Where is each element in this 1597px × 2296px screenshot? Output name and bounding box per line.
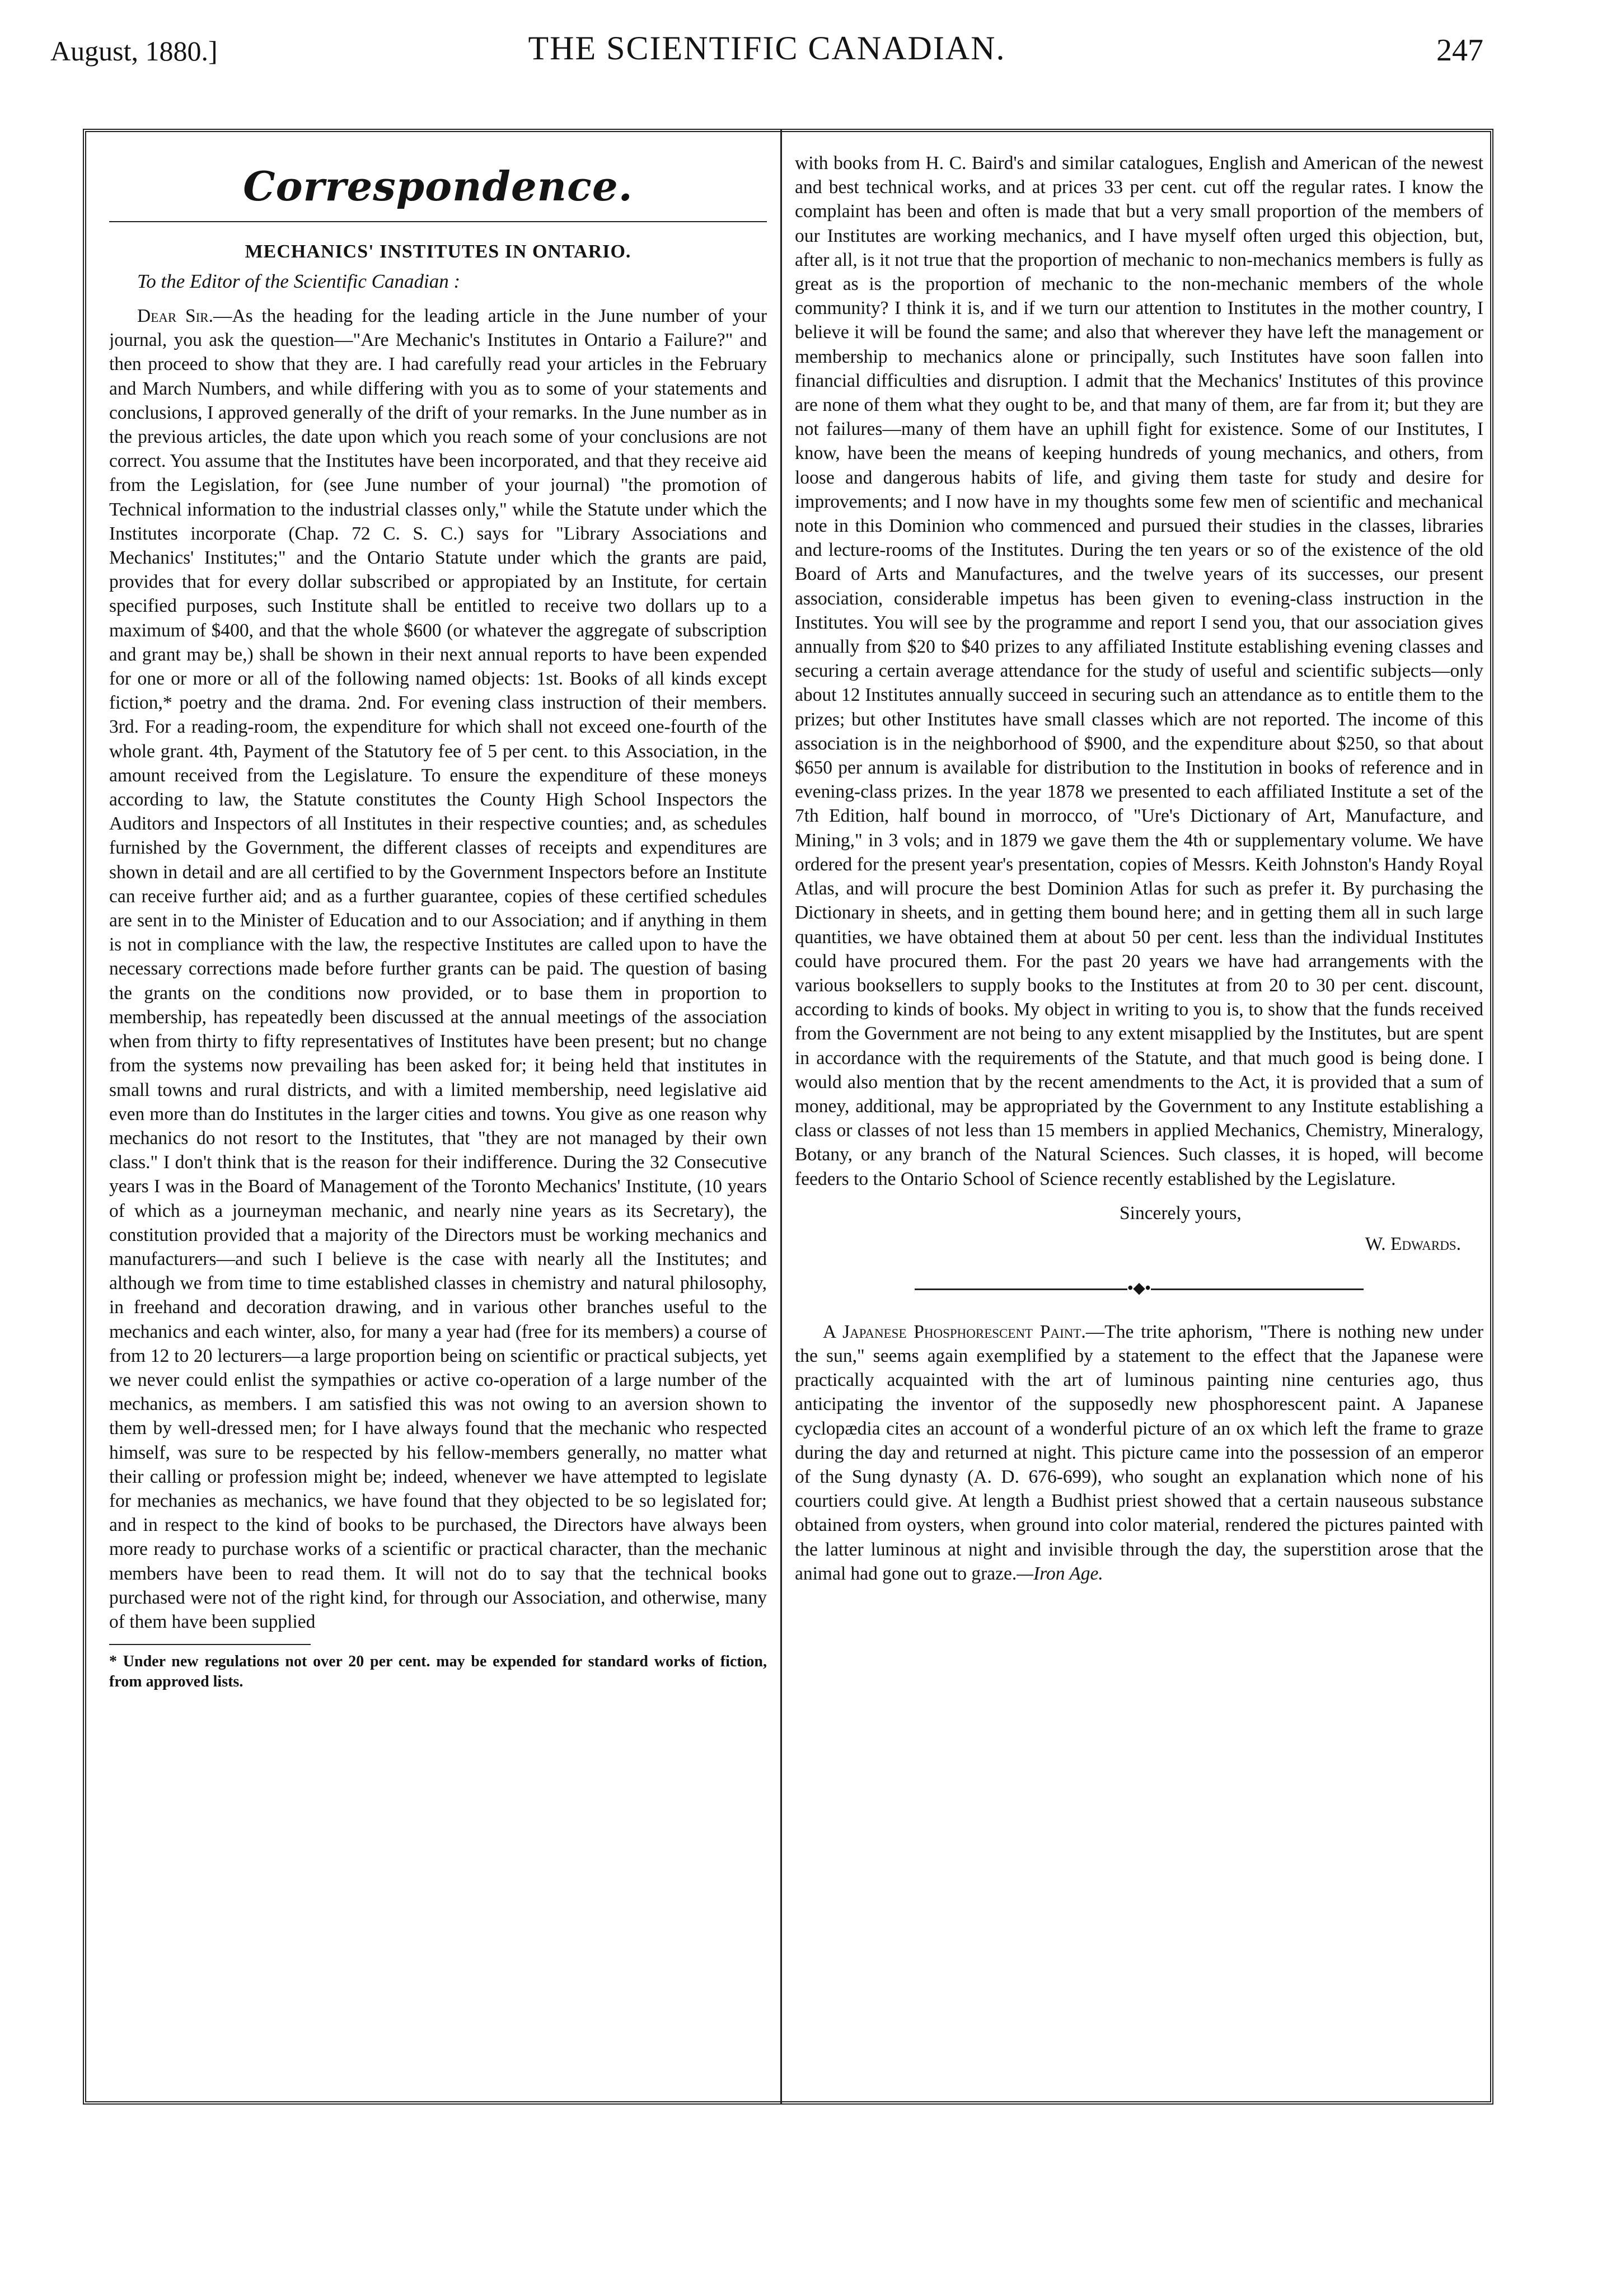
left-column <box>109 151 767 2093</box>
article2-source: —Iron Age. <box>1017 1563 1103 1584</box>
column-divider <box>780 129 782 2105</box>
letter-body <box>109 304 767 1634</box>
page-number: 247 <box>1436 33 1483 68</box>
footnote-rule <box>109 1644 311 1645</box>
closing-line: Sincerely yours, <box>1120 1202 1242 1224</box>
running-header <box>50 29 1483 74</box>
article-heading: MECHANICS' INSTITUTES IN ONTARIO. <box>245 241 631 262</box>
section-heading: Correspondence. <box>243 162 633 210</box>
signature: W. Edwards. <box>1365 1233 1461 1254</box>
ornament-glyph: •◆• <box>1127 1279 1151 1297</box>
issue-date: August, 1880.] <box>50 35 218 67</box>
letter-text: .—As the heading for the leading article in the June number of your journal, you ask the question—"Are Mechanic's Institutes in Ontario a Failure?" and then proceed to show that they are. I had carefully read your articles in the February and March Numbers, and while differing with you as to some of your statements and conclusions, I approved generally of the drift of your remarks. In the June number as in the previous articles, the date upon which you reach some of your conclusions are not correct. You assume that the Institutes have been incorporated, and that they receive aid from the Legislation, for (see June number of your journal) "the promotion of Technical information to the industrial classes only," while the Statute under which the Institutes incorporate (Chap. 72 C. S. C.) says for "Library Associations and Mechanics' Institutes;" and the Ontario Statute under which the grants are paid, provides that for every dollar subscribed or appropiated by an Institute, for certain specified purposes, such Institute shall be entitled to receive two dollars up to a maximum of $400, and that the whole $600 (or whatever the aggregate of subscription and grant may be,) shall be shown in their next annual reports to have been expended for one or more or all of the following named objects: 1st. Books of all kinds except fiction,* poetry and the drama. 2nd. For evening class instruction of their members. 3rd. For a reading-room, the expenditure for which shall not exceed one-fourth of the whole grant. 4th, Payment of the Statutory fee of 5 per cent. to this Association, in the amount received from the Legislature. To ensure the expenditure of these moneys according to law, the Statute constitutes the County High School Inspectors the Auditors and Inspectors of all Institutes in their respective counties; and, as schedules furnished by the Government, the different classes of receipts and expenditures are shown in detail and are all certified to by the Government Inspectors before an Institute can receive further aid; and as a further guarantee, copies of these certified schedules are sent in to the Minister of Education and to our Association; and if anything in them is not in compliance with the law, the respective Institutes are called upon to have the necessary corrections made before further grants can be paid. The question of basing the grants on the conditions now provided, or to base them in proportion to membership, has repeatedly been discussed at the annual meetings of the association when from thirty to fifty representatives of Institutes have been present; but no change from the systems now prevailing has been asked for; it being held that institutes in small towns and rural districts, and with a limited membership, need legislative aid even more than do Institutes in the larger cities and towns. You give as one reason why mechanics do not resort to the Institutes, that "they are not managed by their own class." I don't think that is the reason for their indifference. During the 32 Consecutive years I was in the Board of Management of the Toronto Mechanics' Institute, (10 years of which as a journeyman mechanic, and nearly nine years as its Secretary), the constitution provided that a majority of the Directors must be working mechanics and manufacturers—and such I believe is the case with nearly all the Institutes; and although we from time to time established classes in chemistry and natural philosophy, in freehand and decoration drawing, and in various other branches useful to the mechanics and each winter, also, for many a year had (free for its members) a course of from 12 to 20 lecturers—a large proportion being on scientific or practical subjects, yet we never could enlist the sympathies or active co-operation of a large number of the mechanics, as members. I am satisfied this was not owing to an aversion shown to them by well-dressed men; for I have always found that the mechanic who respected himself, was sure to be respected by his fellow-members generally, no matter what their calling or profession might be; indeed, whenever we have attempted to legislate for mechanies as mechanics, we have found that they objected to be so legislated for; and in respect to the kind of books to be purchased, the Directors have always been more ready to purchase works of a scientific or practical character, than the mechanic members have been to read them. It will not do to say that the technical books purchased were not of the right kind, for through our Association, and otherwise, many of them have been supplied <box>109 306 767 1632</box>
letter-continuation: with books from H. C. Baird's and similar catalogues, English and American of the newest and best technical works, and at prices 33 per cent. cut off the regular rates. I know the complaint has been and often is made that but a very small proportion of the members of our Institutes are working mechanics, and I have myself often urged this objection, but, after all, is it not true that the proportion of mechanic to non-mechanics members is fully as great as is the proportion of mechanic to the non-mechanic members of the whole community? I think it is, and if we turn our attention to Institutes in the mother country, I believe it will be found the same; and also that wherever they have left the management or membership to mechanics alone or principally, such Institutes have soon fallen into financial difficulties and disruption. I admit that the Mechanics' Institutes of this province are none of them what they ought to be, and that many of them, are far from it; but they are not failures—many of them have an uphill fight for existence. Some of our Institutes, I know, have been the means of keeping hundreds of young mechanics, and others, from loose and dangerous habits of life, and giving them taste for study and desire for improvements; and I now have in my thoughts some few men of scientific and mechanical note in this Dominion who commenced and pursued their studies in the classes, libraries and lecture-rooms of the Institutes. During the ten years or so of the existence of the old Board of Arts and Manufactures, and the twelve years of its successes, our present association, considerable impetus has been given to evening-class instruction in the Institutes. You will see by the programme and report I send you, that our association gives annually from $20 to $40 prizes to any affiliated Institute establishing evening classes and securing a certain average attendance for the study of useful and scientific subjects—only about 12 Institutes annually succeed in securing such an attendance as to entitle them to the prizes; but other Institutes have small classes which are not reported. The income of this association is in the neighborhood of $900, and the expenditure about $250, so that about $650 per annum is available for distribution to the Institution in books of reference and in evening-class prizes. In the year 1878 we presented to each affiliated Institute a set of the 7th Edition, half bound in morrocco, of "Ure's Dictionary of Art, Manufacture, and Mining," in 3 vols; and in 1879 we gave them the 4th or supplementary volume. We have ordered for the present year's presentation, copies of Messrs. Keith Johnston's Handy Royal Atlas, and will procure the best Dominion Atlas for such as prefer it. By purchasing the Dictionary in sheets, and in getting them bound here; and in getting them all in such large quantities, we have obtained them at about 50 per cent. less than the individual Institutes could have procured them. For the past 20 years we have had arrangements with the various booksellers to supply books to the Institutes at from 20 to 30 per cent. discount, according to kinds of books. My object in writing to you is, to show that the funds received from the Government are not being to any extent misapplied by the Institutes, but are spent in accordance with the requirements of the Statute, and that much good is being done. I would also mention that by the recent amendments to the Act, it is provided that a sum of money, additional, may be appropriated by the Government to any Institute establishing a class or classes of not less than 15 members in applied Mechanics, Chemistry, Mineralogy, Botany, or any branch of the Natural Sciences. Such classes, it is hoped, will become feeders to the Ontario School of Science recently established by the Legislature. <box>795 153 1483 1189</box>
heading-rule <box>109 221 767 222</box>
publication-title: THE SCIENTIFIC CANADIAN. <box>528 30 1006 67</box>
article2-text: —The trite aphorism, "There is nothing new under the sun," seems again exemplified by a statement to the effect that the Japanese were practically acquainted with the art of luminous painting nine centuries ago, thus anticipating the inventor of the supposedly new phosphorescent paint. A Japanese cyclopædia cites an account of a wonderful picture of an ox which left the frame to graze during the day and returned at night. This picture came into the possession of an emperor of the Sung dynasty (A. D. 676-699), who sought an explanation which none of his courtiers could give. At length a Budhist priest showed that a certain nauseous substance obtained from oysters, when ground into color material, rendered the pictures painted with the latter luminous at night and invisible through the day, the superstition arose that the animal had gone out to graze. <box>795 1321 1483 1584</box>
ornament-divider <box>795 1278 1483 1297</box>
addressee-line: To the Editor of the Scientific Canadian : <box>137 270 461 292</box>
opening-caps: Dear Sir <box>137 306 209 326</box>
article2-title: A Japanese Phosphorescent Paint. <box>823 1321 1086 1342</box>
japanese-paint-article <box>795 1320 1483 1586</box>
footnote: * Under new regulations not over 20 per cent. may be expended for standard works of fiction, from approved lists. <box>109 1653 767 1691</box>
right-column <box>795 151 1483 2093</box>
